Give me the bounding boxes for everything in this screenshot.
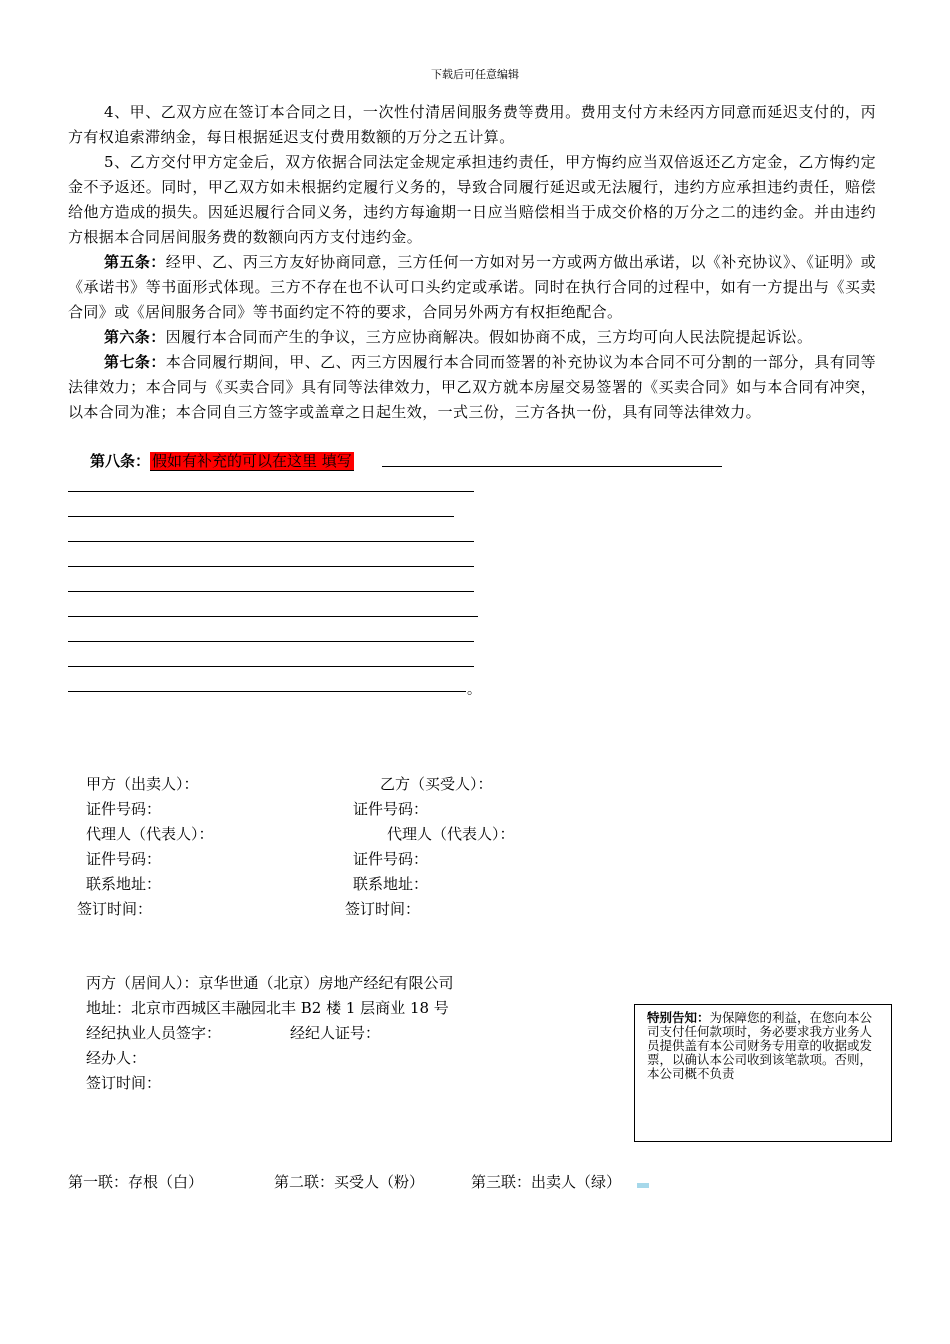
supplement-line[interactable] <box>68 491 474 492</box>
party-a-agent: 代理人（代表人）： <box>86 825 214 843</box>
special-notice-box <box>634 1004 892 1142</box>
article-5-text: 经甲、乙、丙三方友好协商同意，三方任何一方如对另一方或两方做出承诺，以《补充协议》、《证明》或《承诺书》等书面形式体现。三方不存在也不认可口头约定或承诺。同时在执行合同的过程中，如有一方提出与《买卖合同》或《居间服务合同》等书面约定不符的要求，合同另外两方有权拒绝配合。 <box>68 253 876 321</box>
article-8-underline <box>382 466 722 467</box>
party-c-address: 地址：北京市西城区丰融园北丰 B2 楼 1 层商业 18 号 <box>86 999 449 1017</box>
supplement-line[interactable] <box>68 541 474 542</box>
footer-copy-2: 第二联：买受人（粉） <box>274 1173 425 1191</box>
contract-body <box>68 100 876 425</box>
party-a-date: 签订时间： <box>77 900 153 918</box>
party-c-date: 签订时间： <box>86 1074 162 1092</box>
cursor-mark <box>637 1183 649 1188</box>
party-a-id: 证件号码： <box>86 800 162 818</box>
special-notice-label: 特别告知： <box>647 1010 710 1025</box>
article-7-label: 第七条： <box>104 353 166 371</box>
article-7 <box>68 350 876 425</box>
party-a-title: 甲方（出卖人）： <box>86 775 199 793</box>
article-6 <box>68 325 876 350</box>
supplement-line[interactable] <box>68 516 454 517</box>
party-b-agent: 代理人（代表人）： <box>387 825 515 843</box>
clause-5: 5、乙方交付甲方定金后，双方依据合同法定金规定承担违约责任，甲方悔约应当双倍返还乙方定金，乙方悔约定金不予返还。同时，甲乙双方如未根据约定履行义务的，导致合同履行延迟或无法履行，违约方应承担违约责任，赔偿给他方造成的损失。因延迟履行合同义务，违约方每逾期一日应当赔偿相当于成交价格的万分之二的违约金。并由违约方根据本合同居间服务费的数额向丙方支付违约金。 <box>68 153 876 246</box>
party-b-id: 证件号码： <box>353 800 429 818</box>
supplement-line[interactable] <box>68 691 466 692</box>
article-8-fill-field[interactable]: 假如有补充的可以在这里 填写 <box>152 452 352 470</box>
supplement-line[interactable] <box>68 566 474 567</box>
footer-copy-3: 第三联：出卖人（绿） <box>471 1173 622 1191</box>
article-5 <box>68 250 876 325</box>
article-6-label: 第六条： <box>104 328 166 346</box>
party-c-handler: 经办人： <box>86 1049 147 1067</box>
supplement-line[interactable] <box>68 591 474 592</box>
footer-copy-1: 第一联：存根（白） <box>68 1173 204 1191</box>
supplement-line[interactable] <box>68 641 474 642</box>
party-c-broker-cert: 经纪人证号： <box>290 1024 381 1042</box>
article-7-text: 本合同履行期间，甲、乙、丙三方因履行本合同而签署的补充协议为本合同不可分割的一部分，具有同等法律效力；本合同与《买卖合同》具有同等法律效力，甲乙双方就本房屋交易签署的《买卖合同》如与本合同有冲突，以本合同为准；本合同自三方签字或盖章之日起生效，一式三份，三方各执一份，具有同等法律效力。 <box>68 353 876 421</box>
clause-4: 4、甲、乙双方应在签订本合同之日，一次性付清居间服务费等费用。费用支付方未经丙方同意而延迟支付的，丙方有权追索滞纳金，每日根据延迟支付费用数额的万分之五计算。 <box>68 103 876 146</box>
party-c-title: 丙方（居间人）：京华世通（北京）房地产经纪有限公司 <box>86 974 454 992</box>
special-notice-text: 为保障您的利益，在您向本公司支付任何款项时，务必要求我方业务人员提供盖有本公司财务专用章的收据或发票，以确认本公司收到该笔款项。否则，本公司概不负责 <box>647 1010 873 1081</box>
article-8-label: 第八条： <box>90 452 151 470</box>
party-a-address: 联系地址： <box>86 875 162 893</box>
party-b-address: 联系地址： <box>353 875 429 893</box>
article-5-label: 第五条： <box>104 253 166 271</box>
supplement-line[interactable] <box>68 616 478 617</box>
header-note: 下载后可任意编辑 <box>431 68 519 81</box>
article-8 <box>90 450 354 472</box>
party-a-agent-id: 证件号码： <box>86 850 162 868</box>
party-c-broker-sign: 经纪执业人员签字： <box>86 1024 222 1042</box>
article-6-text: 因履行本合同而产生的争议，三方应协商解决。假如协商不成，三方均可向人民法院提起诉讼。 <box>165 328 813 346</box>
party-b-agent-id: 证件号码： <box>353 850 429 868</box>
supplement-period: 。 <box>467 682 481 698</box>
supplement-line[interactable] <box>68 666 474 667</box>
party-b-title: 乙方（买受人）： <box>380 775 493 793</box>
party-b-date: 签订时间： <box>345 900 421 918</box>
